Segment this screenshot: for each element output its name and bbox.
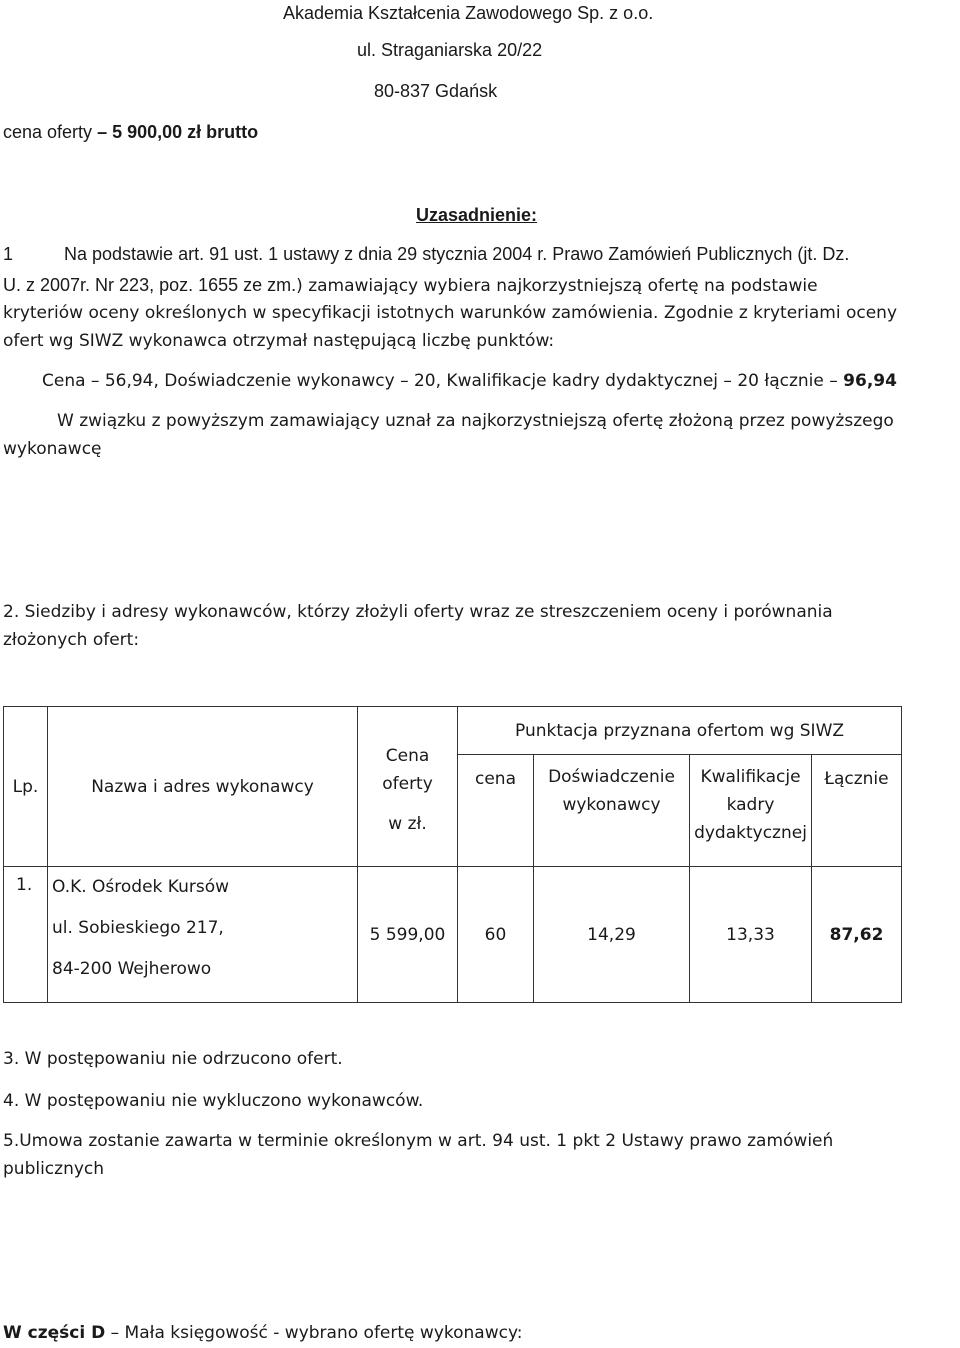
justification-heading: Uzasadnienie: [416, 205, 538, 225]
company-name: Akademia Kształcenia Zawodowego Sp. z o.o. [283, 3, 654, 23]
company-city: 80-837 Gdańsk [374, 81, 498, 101]
part-d-rest: – Mała księgowość - wybrano ofertę wykonawcy: [105, 1323, 523, 1343]
justification-item-number: 1 [3, 244, 14, 264]
row-name-line-2: ul. Sobieskiego 217, [52, 918, 224, 938]
row-cena: 60 [458, 867, 534, 1003]
header-qualifications-line-1: Kwalifikacje [700, 767, 801, 787]
section-2-line-1: 2. Siedziby i adresy wykonawców, którzy złożyli oferty wraz ze streszczeniem oceny i porównania [3, 602, 833, 622]
justification-line-2a: U. z 2007r. Nr 223, poz. 1655 ze zm. [3, 275, 297, 295]
header-qualifications-line-3: dydaktycznej [694, 823, 807, 843]
score-summary-total: 96,94 [843, 371, 897, 391]
row-price: 5 599,00 [358, 867, 458, 1003]
justification-line-1: Na podstawie art. 91 ust. 1 ustawy z dnia 29 stycznia 2004 r. Prawo Zamówień Publicznych (jt. Dz. [64, 244, 850, 264]
section-3: 3. W postępowaniu nie odrzucono ofert. [3, 1049, 343, 1069]
header-experience-line-1: Doświadczenie [548, 767, 675, 787]
header-qualifications-line-2: kadry [726, 795, 775, 815]
offer-price [3, 122, 258, 143]
header-scoring: Punktacja przyznana ofertom wg SIWZ [458, 707, 902, 755]
score-summary [42, 366, 897, 396]
part-d-label: W części D [3, 1323, 106, 1343]
company-street: ul. Straganiarska 20/22 [357, 40, 543, 60]
header-price [358, 707, 458, 867]
score-summary-text: Cena – 56,94, Doświadczenie wykonawcy – 20, Kwalifikacje kadry dydaktycznej – 20 łącznie – [42, 371, 838, 391]
header-experience [534, 755, 690, 867]
offer-price-value: – 5 900,00 zł brutto [97, 122, 259, 142]
header-total: Łącznie [812, 755, 902, 867]
section-5-line-2: publicznych [3, 1159, 105, 1179]
part-d-line [3, 1318, 523, 1348]
header-name: Nazwa i adres wykonawcy [48, 707, 358, 867]
table-row [4, 867, 902, 1003]
section-5-line-1: 5.Umowa zostanie zawarta w terminie określonym w art. 94 ust. 1 pkt 2 Ustawy prawo zamówień [3, 1131, 834, 1151]
row-qualifications: 13,33 [690, 867, 812, 1003]
header-cena: cena [458, 755, 534, 867]
section-4: 4. W postępowaniu nie wykluczono wykonawców. [3, 1091, 424, 1111]
offers-table [3, 706, 902, 1003]
justification-line-4: ofert wg SIWZ wykonawca otrzymał następującą liczbę punktów: [3, 331, 555, 351]
row-name [48, 867, 358, 1003]
header-qualifications [690, 755, 812, 867]
conclusion-line-2: wykonawcę [3, 439, 102, 459]
header-experience-line-2: wykonawcy [562, 795, 661, 815]
row-name-line-1: O.K. Ośrodek Kursów [52, 877, 230, 897]
header-price-line-3: w zł. [388, 813, 427, 834]
justification-line-2 [3, 270, 818, 301]
row-experience: 14,29 [534, 867, 690, 1003]
header-price-line-2: oferty [382, 773, 433, 794]
justification-line-2b: ) zamawiający wybiera najkorzystniejszą ofertę na podstawie [296, 276, 818, 296]
header-lp: Lp. [4, 707, 48, 867]
header-price-line-1: Cena [385, 745, 430, 766]
justification-line-3: kryteriów oceny określonych w specyfikacji istotnych warunków zamówienia. Zgodnie z kryteriami oceny [3, 303, 898, 323]
conclusion-line-1: W związku z powyższym zamawiający uznał za najkorzystniejszą ofertę złożoną przez powyższego [57, 411, 894, 431]
row-lp: 1. [4, 867, 48, 1003]
section-2-line-2: złożonych ofert: [3, 630, 140, 650]
row-total: 87,62 [812, 867, 902, 1003]
offer-price-prefix: cena oferty [3, 122, 98, 142]
row-name-line-3: 84-200 Wejherowo [52, 959, 212, 979]
